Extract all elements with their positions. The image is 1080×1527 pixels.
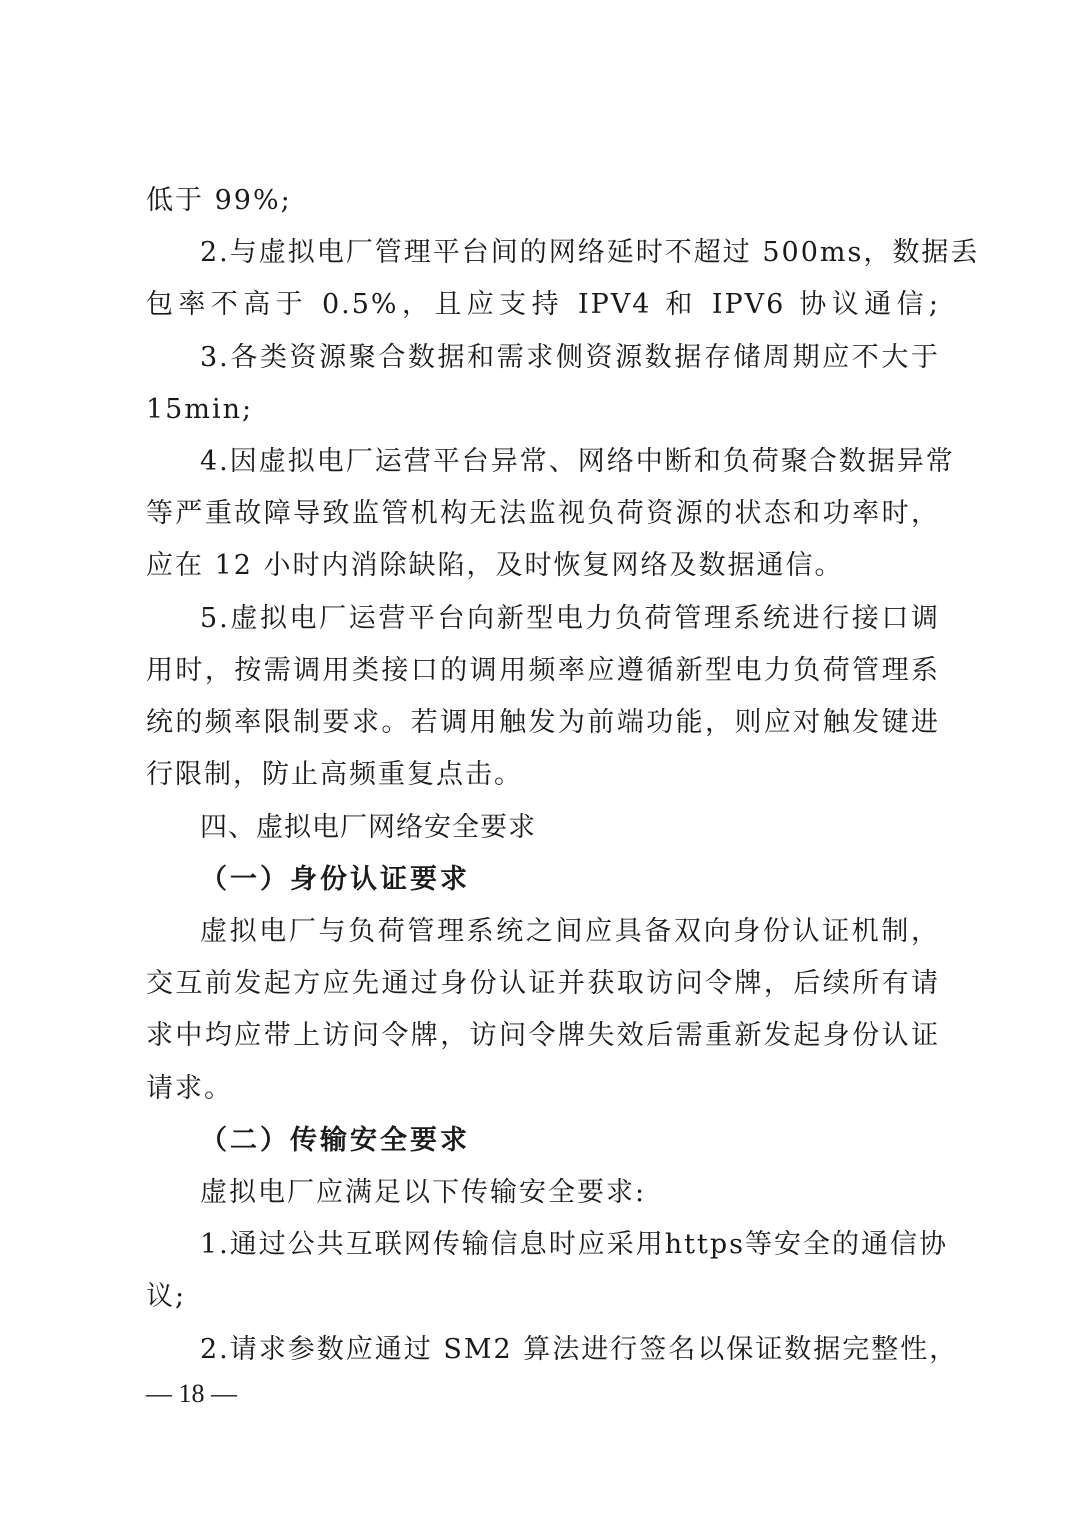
- text-line: 行限制，防止高频重复点击。: [146, 759, 523, 790]
- text-line: 2.请求参数应通过 SM2 算法进行签名以保证数据完整性，: [200, 1334, 959, 1365]
- text-line: 求中均应带上访问令牌，访问令牌失效后需重新发起身份认证: [146, 1020, 940, 1051]
- page-number: — 18 —: [146, 1379, 237, 1408]
- text-line: 4.因虚拟电厂运营平台异常、网络中断和负荷聚合数据异常: [200, 446, 955, 477]
- section-heading: 四、虚拟电厂网络安全要求: [200, 812, 536, 843]
- text-line: 低于 99%;: [146, 185, 292, 216]
- text-line: 2.与虚拟电厂管理平台间的网络延时不超过 500ms，数据丢: [200, 237, 980, 268]
- text-line: 应在 12 小时内消除缺陷，及时恢复网络及数据通信。: [146, 550, 844, 581]
- subsection-heading: （二）传输安全要求: [200, 1125, 470, 1156]
- text-line: 等严重故障导致监管机构无法监视负荷资源的状态和功率时，: [146, 498, 940, 529]
- text-line: 议;: [146, 1281, 187, 1312]
- text-line: 统的频率限制要求。若调用触发为前端功能，则应对触发键进: [146, 707, 940, 738]
- text-line: 5.虚拟电厂运营平台向新型电力负荷管理系统进行接口调: [200, 603, 940, 634]
- subsection-heading: （一）身份认证要求: [200, 864, 470, 895]
- text-line: 3.各类资源聚合数据和需求侧资源数据存储周期应不大于: [200, 342, 940, 373]
- text-line: 包率不高于 0.5%，且应支持 IPV4 和 IPV6 协议通信;: [146, 289, 940, 320]
- text-line: 请求。: [146, 1073, 233, 1104]
- text-line: 用时，按需调用类接口的调用频率应遵循新型电力负荷管理系: [146, 655, 940, 686]
- text-line: 15min;: [146, 394, 254, 425]
- text-line: 虚拟电厂与负荷管理系统之间应具备双向身份认证机制，: [200, 916, 940, 947]
- text-line: 交互前发起方应先通过身份认证并获取访问令牌，后续所有请: [146, 968, 940, 999]
- text-line: 1.通过公共互联网传输信息时应采用https等安全的通信协: [200, 1229, 948, 1260]
- text-line: 虚拟电厂应满足以下传输安全要求:: [200, 1177, 647, 1208]
